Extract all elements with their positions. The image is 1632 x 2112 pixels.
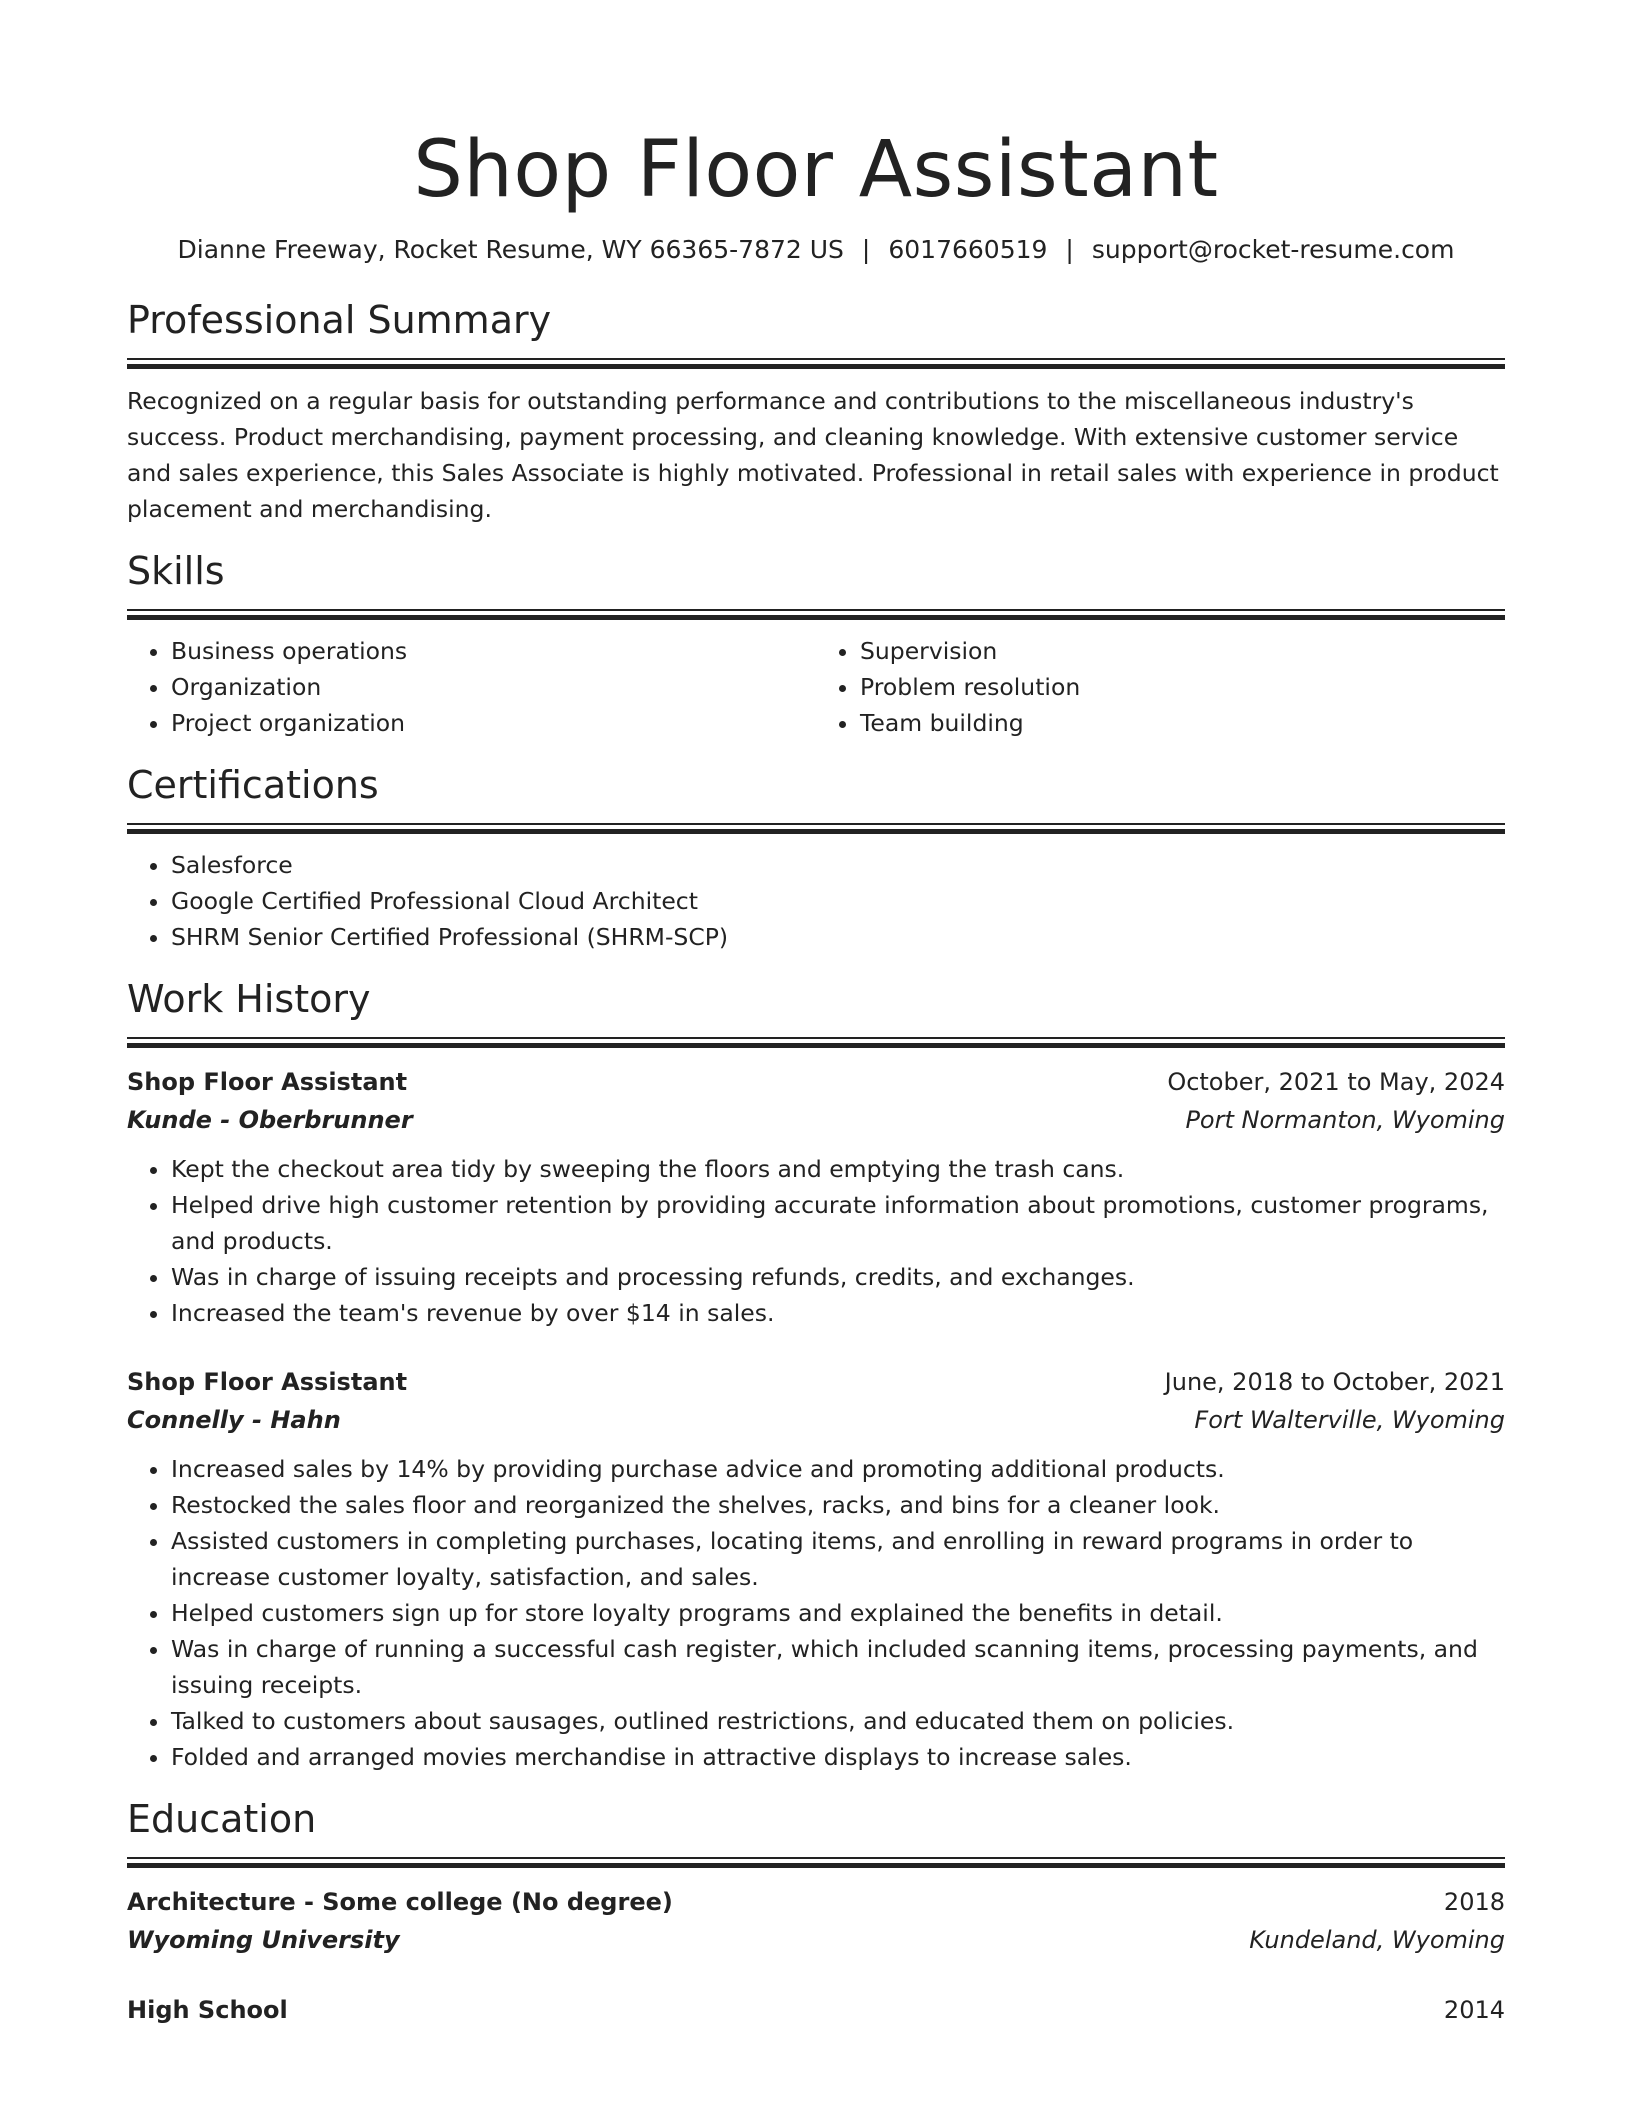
education-degree: High School — [127, 1996, 288, 2024]
summary-section — [127, 296, 1505, 527]
skill-item: • Supervision — [860, 633, 1505, 669]
work-history-heading: Work History — [127, 977, 371, 1021]
contact-separator: | — [1065, 235, 1074, 264]
job-duty: • Was in charge of running a successful cash register, which included scanning items, processing payments, and issuing receipts. — [171, 1631, 1505, 1703]
job-dates: October, 2021 to May, 2024 — [1167, 1068, 1505, 1096]
education-entry — [127, 1883, 1505, 1959]
job-company: Kunde - Oberbrunner — [127, 1106, 413, 1134]
section-divider — [127, 1857, 1505, 1867]
skill-item: • Organization — [171, 669, 816, 705]
education-year: 2018 — [1443, 1888, 1505, 1916]
contact-address: Dianne Freeway, Rocket Resume, WY 66365-7872 US — [177, 235, 844, 264]
education-location: Kundeland, Wyoming — [1249, 1926, 1505, 1954]
contact-line — [127, 234, 1505, 266]
job-duty: • Folded and arranged movies merchandise in attractive displays to increase sales. — [171, 1739, 1505, 1775]
job-title: Shop Floor Assistant — [127, 1368, 408, 1396]
job-duty: • Talked to customers about sausages, outlined restrictions, and educated them on policies. — [171, 1703, 1505, 1739]
certifications-heading: Certifications — [127, 763, 379, 807]
job-duties-list — [127, 1451, 1505, 1775]
job-header-row — [127, 1363, 1505, 1401]
skill-item: • Business operations — [171, 633, 816, 669]
skill-item: • Project organization — [171, 705, 816, 741]
skills-list-left — [127, 633, 816, 741]
job-duty: • Increased sales by 14% by providing purchase advice and promoting additional products. — [171, 1451, 1505, 1487]
job-company-row — [127, 1401, 1505, 1439]
education-year: 2014 — [1443, 1996, 1505, 2024]
job-duty: • Helped customers sign up for store loyalty programs and explained the benefits in detail. — [171, 1595, 1505, 1631]
skill-item: • Problem resolution — [860, 669, 1505, 705]
skills-heading: Skills — [127, 549, 225, 593]
job-header-row — [127, 1063, 1505, 1101]
skills-section — [127, 547, 1505, 741]
education-entry — [127, 1991, 1505, 2029]
certification-item: • Google Certified Professional Cloud Architect — [171, 883, 1505, 919]
certification-item: • SHRM Senior Certified Professional (SHRM-SCP) — [171, 919, 1505, 955]
education-school-row — [127, 1921, 1505, 1959]
summary-heading: Professional Summary — [127, 298, 552, 342]
education-degree: Architecture - Some college (No degree) — [127, 1888, 673, 1916]
job-duty: • Kept the checkout area tidy by sweeping the floors and emptying the trash cans. — [171, 1151, 1505, 1187]
section-divider — [127, 823, 1505, 833]
skills-grid — [127, 619, 1505, 741]
job-entry — [127, 1363, 1505, 1775]
job-duty: • Was in charge of issuing receipts and processing refunds, credits, and exchanges. — [171, 1259, 1505, 1295]
job-dates: June, 2018 to October, 2021 — [1164, 1368, 1505, 1396]
education-section — [127, 1795, 1505, 2029]
job-company: Connelly - Hahn — [127, 1406, 341, 1434]
certifications-list — [127, 847, 1505, 955]
certification-item: • Salesforce — [171, 847, 1505, 883]
section-divider — [127, 609, 1505, 619]
summary-text: Recognized on a regular basis for outstanding performance and contributions to the miscellaneous industry's success. Product merchandising, payment processing, and cleaning knowledge. With extensive customer service and sales experience, this Sales Associate is highly motivated. Professional in retail sales with experience in product placement and merchandising. — [127, 387, 1499, 523]
job-company-row — [127, 1101, 1505, 1139]
job-duty: • Restocked the sales floor and reorganized the shelves, racks, and bins for a cleaner look. — [171, 1487, 1505, 1523]
work-history-section — [127, 975, 1505, 1775]
job-duty: • Increased the team's revenue by over $14 in sales. — [171, 1295, 1505, 1331]
job-duty: • Helped drive high customer retention by providing accurate information about promotions, customer programs, and products. — [171, 1187, 1505, 1259]
job-location: Fort Walterville, Wyoming — [1194, 1406, 1505, 1434]
certifications-section — [127, 761, 1505, 955]
job-duty: • Assisted customers in completing purchases, locating items, and enrolling in reward programs in order to increase customer loyalty, satisfaction, and sales. — [171, 1523, 1505, 1595]
education-header-row — [127, 1991, 1505, 2029]
job-title: Shop Floor Assistant — [127, 1068, 408, 1096]
education-school: Wyoming University — [127, 1926, 400, 1954]
section-divider — [127, 358, 1505, 368]
contact-email: support@rocket-resume.com — [1091, 235, 1455, 264]
skill-item: • Team building — [860, 705, 1505, 741]
resume-title: Shop Floor Assistant — [413, 125, 1219, 215]
contact-separator: | — [861, 235, 871, 264]
contact-phone: 6017660519 — [888, 235, 1048, 264]
section-divider — [127, 1037, 1505, 1047]
education-header-row — [127, 1883, 1505, 1921]
job-location: Port Normanton, Wyoming — [1185, 1106, 1505, 1134]
skills-list-right — [816, 633, 1505, 741]
job-entry — [127, 1063, 1505, 1331]
education-heading: Education — [127, 1797, 317, 1841]
job-duties-list — [127, 1151, 1505, 1331]
